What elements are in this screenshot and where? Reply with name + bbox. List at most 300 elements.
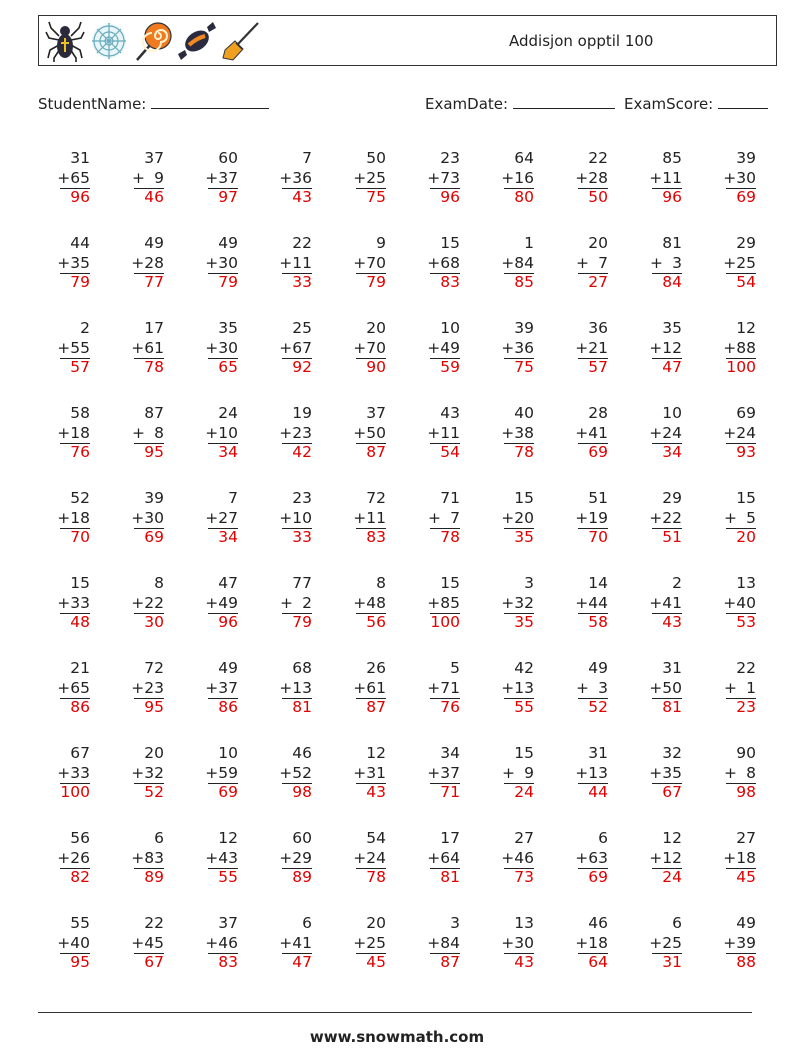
plus-sign: + bbox=[724, 508, 737, 527]
problem-item bbox=[476, 744, 534, 803]
addend-bottom: 3 bbox=[672, 253, 682, 272]
addend-bottom: 24 bbox=[736, 423, 756, 442]
problem-item bbox=[254, 829, 312, 888]
answer: 70 bbox=[70, 528, 90, 546]
addend-bottom: 50 bbox=[366, 423, 386, 442]
addend-bottom: 25 bbox=[366, 168, 386, 187]
addend-top: 56 bbox=[70, 829, 90, 847]
addend-top: 29 bbox=[662, 489, 682, 507]
answer: 96 bbox=[218, 613, 238, 631]
addend-bottom: 2 bbox=[302, 593, 312, 612]
addend-bottom: 52 bbox=[292, 763, 312, 782]
addend-bottom: 83 bbox=[144, 848, 164, 867]
answer: 96 bbox=[440, 188, 460, 206]
addend-top: 14 bbox=[588, 574, 608, 592]
addend-bottom: 11 bbox=[662, 168, 682, 187]
plus-sign: + bbox=[575, 593, 589, 612]
plus-sign: + bbox=[57, 423, 71, 442]
answer: 92 bbox=[292, 358, 312, 376]
addend-top: 39 bbox=[514, 319, 534, 337]
problem-item bbox=[180, 234, 238, 293]
problem-item bbox=[476, 149, 534, 208]
plus-sign: + bbox=[353, 848, 367, 867]
plus-sign: + bbox=[131, 848, 145, 867]
problem-item bbox=[550, 149, 608, 208]
answer: 48 bbox=[70, 613, 90, 631]
answer: 85 bbox=[514, 273, 534, 291]
answer: 75 bbox=[366, 188, 386, 206]
problem-item bbox=[32, 914, 90, 973]
problem-item bbox=[550, 829, 608, 888]
answer: 56 bbox=[366, 613, 386, 631]
answer: 95 bbox=[144, 698, 164, 716]
answer: 34 bbox=[218, 528, 238, 546]
addend-bottom: 8 bbox=[746, 763, 756, 782]
answer: 70 bbox=[588, 528, 608, 546]
answer: 24 bbox=[662, 868, 682, 886]
plus-sign: + bbox=[649, 168, 663, 187]
addend-bottom: 30 bbox=[218, 338, 238, 357]
plus-sign: + bbox=[132, 423, 145, 442]
problem-item bbox=[180, 829, 238, 888]
answer: 79 bbox=[292, 613, 312, 631]
plus-sign: + bbox=[723, 933, 737, 952]
plus-sign: + bbox=[649, 933, 663, 952]
answer: 79 bbox=[218, 273, 238, 291]
exam-score-label: ExamScore: bbox=[624, 95, 714, 113]
problem-item bbox=[550, 319, 608, 378]
problem-item bbox=[550, 914, 608, 973]
problem-item bbox=[106, 489, 164, 548]
addend-top: 49 bbox=[736, 914, 756, 932]
plus-sign: + bbox=[353, 933, 367, 952]
answer: 98 bbox=[292, 783, 312, 801]
problem-item bbox=[254, 744, 312, 803]
addend-bottom: 49 bbox=[218, 593, 238, 612]
addend-bottom: 55 bbox=[70, 338, 90, 357]
addend-bottom: 22 bbox=[662, 508, 682, 527]
exam-date-field[interactable] bbox=[425, 94, 615, 113]
header-box bbox=[38, 15, 777, 66]
answer: 47 bbox=[292, 953, 312, 971]
addend-top: 37 bbox=[144, 149, 164, 167]
plus-sign: + bbox=[501, 423, 515, 442]
plus-sign: + bbox=[205, 508, 219, 527]
answer: 45 bbox=[736, 868, 756, 886]
addend-bottom: 88 bbox=[736, 338, 756, 357]
plus-sign: + bbox=[131, 678, 145, 697]
addend-bottom: 41 bbox=[292, 933, 312, 952]
plus-sign: + bbox=[205, 933, 219, 952]
answer: 78 bbox=[440, 528, 460, 546]
problem-item bbox=[624, 914, 682, 973]
addend-top: 51 bbox=[588, 489, 608, 507]
addend-top: 60 bbox=[218, 149, 238, 167]
addend-top: 8 bbox=[376, 574, 386, 592]
answer: 46 bbox=[144, 188, 164, 206]
addend-bottom: 70 bbox=[366, 338, 386, 357]
problem-item bbox=[32, 659, 90, 718]
problem-item bbox=[32, 234, 90, 293]
addend-top: 27 bbox=[736, 829, 756, 847]
addend-bottom: 24 bbox=[662, 423, 682, 442]
addend-bottom: 25 bbox=[736, 253, 756, 272]
problem-item bbox=[32, 489, 90, 548]
addend-bottom: 64 bbox=[440, 848, 460, 867]
problem-item bbox=[254, 149, 312, 208]
spider-icon bbox=[45, 20, 85, 62]
answer: 65 bbox=[218, 358, 238, 376]
addend-bottom: 46 bbox=[514, 848, 534, 867]
answer: 77 bbox=[144, 273, 164, 291]
answer: 81 bbox=[662, 698, 682, 716]
addend-bottom: 85 bbox=[440, 593, 460, 612]
addend-bottom: 45 bbox=[144, 933, 164, 952]
problem-item bbox=[476, 574, 534, 633]
answer: 53 bbox=[736, 613, 756, 631]
addend-bottom: 30 bbox=[514, 933, 534, 952]
problem-item bbox=[106, 574, 164, 633]
problem-item bbox=[698, 404, 756, 463]
footer-divider bbox=[38, 1012, 752, 1013]
addend-top: 24 bbox=[218, 404, 238, 422]
answer: 89 bbox=[292, 868, 312, 886]
addend-top: 58 bbox=[70, 404, 90, 422]
addend-bottom: 70 bbox=[366, 253, 386, 272]
addend-bottom: 25 bbox=[366, 933, 386, 952]
addend-top: 35 bbox=[218, 319, 238, 337]
problem-item bbox=[180, 574, 238, 633]
addend-bottom: 40 bbox=[736, 593, 756, 612]
problem-item bbox=[402, 744, 460, 803]
answer: 69 bbox=[736, 188, 756, 206]
answer: 45 bbox=[366, 953, 386, 971]
plus-sign: + bbox=[575, 338, 589, 357]
plus-sign: + bbox=[724, 678, 737, 697]
answer: 87 bbox=[366, 698, 386, 716]
addend-top: 25 bbox=[292, 319, 312, 337]
addend-top: 22 bbox=[292, 234, 312, 252]
answer: 83 bbox=[218, 953, 238, 971]
answer: 64 bbox=[588, 953, 608, 971]
addend-top: 40 bbox=[514, 404, 534, 422]
problem-item bbox=[624, 659, 682, 718]
addend-bottom: 22 bbox=[144, 593, 164, 612]
addend-bottom: 59 bbox=[218, 763, 238, 782]
problem-item bbox=[624, 404, 682, 463]
answer: 43 bbox=[292, 188, 312, 206]
addend-top: 72 bbox=[366, 489, 386, 507]
plus-sign: + bbox=[575, 423, 589, 442]
answer: 55 bbox=[514, 698, 534, 716]
addend-top: 5 bbox=[450, 659, 460, 677]
addend-top: 15 bbox=[514, 744, 534, 762]
addend-top: 20 bbox=[366, 914, 386, 932]
answer: 42 bbox=[292, 443, 312, 461]
addend-bottom: 20 bbox=[514, 508, 534, 527]
addend-bottom: 41 bbox=[662, 593, 682, 612]
problem-item bbox=[476, 489, 534, 548]
answer: 69 bbox=[588, 443, 608, 461]
addend-bottom: 12 bbox=[662, 848, 682, 867]
plus-sign: + bbox=[57, 763, 71, 782]
addend-top: 46 bbox=[588, 914, 608, 932]
plus-sign: + bbox=[279, 763, 293, 782]
answer: 81 bbox=[292, 698, 312, 716]
problem-item bbox=[698, 659, 756, 718]
addend-top: 31 bbox=[662, 659, 682, 677]
plus-sign: + bbox=[279, 848, 293, 867]
addend-top: 60 bbox=[292, 829, 312, 847]
plus-sign: + bbox=[575, 848, 589, 867]
plus-sign: + bbox=[279, 933, 293, 952]
plus-sign: + bbox=[649, 678, 663, 697]
addend-top: 87 bbox=[144, 404, 164, 422]
plus-sign: + bbox=[428, 508, 441, 527]
addend-top: 21 bbox=[70, 659, 90, 677]
addend-top: 47 bbox=[218, 574, 238, 592]
plus-sign: + bbox=[576, 253, 589, 272]
addend-top: 77 bbox=[292, 574, 312, 592]
answer: 100 bbox=[726, 358, 756, 376]
plus-sign: + bbox=[723, 253, 737, 272]
answer: 89 bbox=[144, 868, 164, 886]
answer: 100 bbox=[60, 783, 90, 801]
addend-top: 50 bbox=[366, 149, 386, 167]
addend-bottom: 84 bbox=[514, 253, 534, 272]
addend-bottom: 35 bbox=[70, 253, 90, 272]
plus-sign: + bbox=[575, 508, 589, 527]
addend-top: 10 bbox=[662, 404, 682, 422]
plus-sign: + bbox=[279, 508, 293, 527]
plus-sign: + bbox=[131, 338, 145, 357]
answer: 59 bbox=[440, 358, 460, 376]
addend-top: 15 bbox=[70, 574, 90, 592]
addend-bottom: 30 bbox=[144, 508, 164, 527]
exam-date-label: ExamDate: bbox=[425, 95, 509, 113]
addend-top: 42 bbox=[514, 659, 534, 677]
addend-bottom: 36 bbox=[292, 168, 312, 187]
addend-bottom: 11 bbox=[292, 253, 312, 272]
plus-sign: + bbox=[501, 168, 515, 187]
answer: 35 bbox=[514, 528, 534, 546]
addend-top: 12 bbox=[736, 319, 756, 337]
icon-strip bbox=[45, 20, 261, 62]
addend-bottom: 44 bbox=[588, 593, 608, 612]
problem-item bbox=[402, 829, 460, 888]
addend-top: 10 bbox=[440, 319, 460, 337]
plus-sign: + bbox=[57, 168, 71, 187]
addend-bottom: 37 bbox=[218, 678, 238, 697]
plus-sign: + bbox=[353, 678, 367, 697]
addend-bottom: 33 bbox=[70, 763, 90, 782]
plus-sign: + bbox=[57, 678, 71, 697]
addend-top: 32 bbox=[662, 744, 682, 762]
problem-item bbox=[328, 659, 386, 718]
problem-item bbox=[624, 489, 682, 548]
plus-sign: + bbox=[723, 168, 737, 187]
plus-sign: + bbox=[353, 168, 367, 187]
addend-top: 7 bbox=[228, 489, 238, 507]
plus-sign: + bbox=[649, 848, 663, 867]
addend-top: 22 bbox=[144, 914, 164, 932]
answer: 20 bbox=[736, 528, 756, 546]
problem-item bbox=[254, 319, 312, 378]
addend-top: 36 bbox=[588, 319, 608, 337]
problem-item bbox=[402, 574, 460, 633]
addend-bottom: 46 bbox=[218, 933, 238, 952]
addend-top: 23 bbox=[440, 149, 460, 167]
addend-top: 35 bbox=[662, 319, 682, 337]
problem-item bbox=[476, 234, 534, 293]
addend-bottom: 65 bbox=[70, 168, 90, 187]
plus-sign: + bbox=[649, 508, 663, 527]
plus-sign: + bbox=[279, 678, 293, 697]
plus-sign: + bbox=[205, 678, 219, 697]
addend-top: 15 bbox=[736, 489, 756, 507]
addend-bottom: 28 bbox=[588, 168, 608, 187]
answer: 30 bbox=[144, 613, 164, 631]
problem-item bbox=[254, 574, 312, 633]
student-name-line bbox=[151, 94, 269, 109]
problem-item bbox=[476, 659, 534, 718]
addend-bottom: 38 bbox=[514, 423, 534, 442]
lollipop-icon bbox=[133, 20, 173, 62]
plus-sign: + bbox=[205, 168, 219, 187]
plus-sign: + bbox=[575, 168, 589, 187]
addend-bottom: 11 bbox=[440, 423, 460, 442]
problem-item bbox=[698, 914, 756, 973]
plus-sign: + bbox=[353, 508, 367, 527]
addend-bottom: 27 bbox=[218, 508, 238, 527]
answer: 97 bbox=[218, 188, 238, 206]
problem-item bbox=[254, 659, 312, 718]
addend-top: 9 bbox=[376, 234, 386, 252]
problem-item bbox=[328, 574, 386, 633]
problem-item bbox=[624, 744, 682, 803]
addend-top: 6 bbox=[154, 829, 164, 847]
addend-top: 27 bbox=[514, 829, 534, 847]
exam-score-field[interactable] bbox=[624, 94, 768, 113]
addend-bottom: 16 bbox=[514, 168, 534, 187]
addend-top: 55 bbox=[70, 914, 90, 932]
problem-item bbox=[698, 744, 756, 803]
addend-bottom: 18 bbox=[70, 508, 90, 527]
addend-top: 49 bbox=[144, 234, 164, 252]
addend-top: 81 bbox=[662, 234, 682, 252]
answer: 79 bbox=[70, 273, 90, 291]
plus-sign: + bbox=[502, 763, 515, 782]
addend-bottom: 71 bbox=[440, 678, 460, 697]
student-name-field[interactable] bbox=[38, 94, 269, 113]
plus-sign: + bbox=[205, 763, 219, 782]
plus-sign: + bbox=[501, 678, 515, 697]
problem-item bbox=[698, 829, 756, 888]
addend-bottom: 29 bbox=[292, 848, 312, 867]
answer: 83 bbox=[366, 528, 386, 546]
addend-top: 49 bbox=[218, 234, 238, 252]
addend-bottom: 43 bbox=[218, 848, 238, 867]
plus-sign: + bbox=[427, 338, 441, 357]
addend-top: 72 bbox=[144, 659, 164, 677]
addend-top: 13 bbox=[736, 574, 756, 592]
plus-sign: + bbox=[501, 253, 515, 272]
addend-top: 12 bbox=[218, 829, 238, 847]
answer: 71 bbox=[440, 783, 460, 801]
plus-sign: + bbox=[427, 593, 441, 612]
addend-top: 20 bbox=[588, 234, 608, 252]
addend-top: 15 bbox=[514, 489, 534, 507]
plus-sign: + bbox=[501, 933, 515, 952]
answer: 69 bbox=[588, 868, 608, 886]
answer: 87 bbox=[440, 953, 460, 971]
answer: 34 bbox=[662, 443, 682, 461]
addend-bottom: 10 bbox=[292, 508, 312, 527]
plus-sign: + bbox=[353, 423, 367, 442]
problem-item bbox=[106, 914, 164, 973]
addend-top: 22 bbox=[736, 659, 756, 677]
plus-sign: + bbox=[131, 253, 145, 272]
addend-top: 90 bbox=[736, 744, 756, 762]
problem-item bbox=[328, 149, 386, 208]
addend-bottom: 24 bbox=[366, 848, 386, 867]
problem-item bbox=[180, 744, 238, 803]
addend-bottom: 7 bbox=[598, 253, 608, 272]
answer: 79 bbox=[366, 273, 386, 291]
addend-bottom: 9 bbox=[524, 763, 534, 782]
problem-item bbox=[328, 914, 386, 973]
answer: 78 bbox=[366, 868, 386, 886]
addend-bottom: 1 bbox=[746, 678, 756, 697]
plus-sign: + bbox=[280, 593, 293, 612]
addend-top: 7 bbox=[302, 149, 312, 167]
addend-top: 39 bbox=[736, 149, 756, 167]
answer: 76 bbox=[70, 443, 90, 461]
problem-item bbox=[32, 319, 90, 378]
problem-item bbox=[624, 319, 682, 378]
answer: 52 bbox=[588, 698, 608, 716]
problem-item bbox=[624, 234, 682, 293]
plus-sign: + bbox=[501, 508, 515, 527]
problem-item bbox=[254, 234, 312, 293]
plus-sign: + bbox=[205, 253, 219, 272]
addend-bottom: 37 bbox=[218, 168, 238, 187]
addend-top: 31 bbox=[588, 744, 608, 762]
answer: 69 bbox=[218, 783, 238, 801]
plus-sign: + bbox=[353, 763, 367, 782]
addend-bottom: 21 bbox=[588, 338, 608, 357]
addend-bottom: 11 bbox=[366, 508, 386, 527]
plus-sign: + bbox=[279, 168, 293, 187]
plus-sign: + bbox=[353, 338, 367, 357]
answer: 43 bbox=[366, 783, 386, 801]
problem-item bbox=[32, 744, 90, 803]
problem-item bbox=[328, 404, 386, 463]
answer: 100 bbox=[430, 613, 460, 631]
addend-top: 43 bbox=[440, 404, 460, 422]
addend-bottom: 28 bbox=[144, 253, 164, 272]
addend-top: 22 bbox=[588, 149, 608, 167]
addend-top: 20 bbox=[144, 744, 164, 762]
plus-sign: + bbox=[427, 763, 441, 782]
addend-bottom: 73 bbox=[440, 168, 460, 187]
addend-bottom: 33 bbox=[70, 593, 90, 612]
addend-bottom: 9 bbox=[154, 168, 164, 187]
plus-sign: + bbox=[724, 763, 737, 782]
answer: 24 bbox=[514, 783, 534, 801]
plus-sign: + bbox=[501, 593, 515, 612]
addend-top: 12 bbox=[366, 744, 386, 762]
